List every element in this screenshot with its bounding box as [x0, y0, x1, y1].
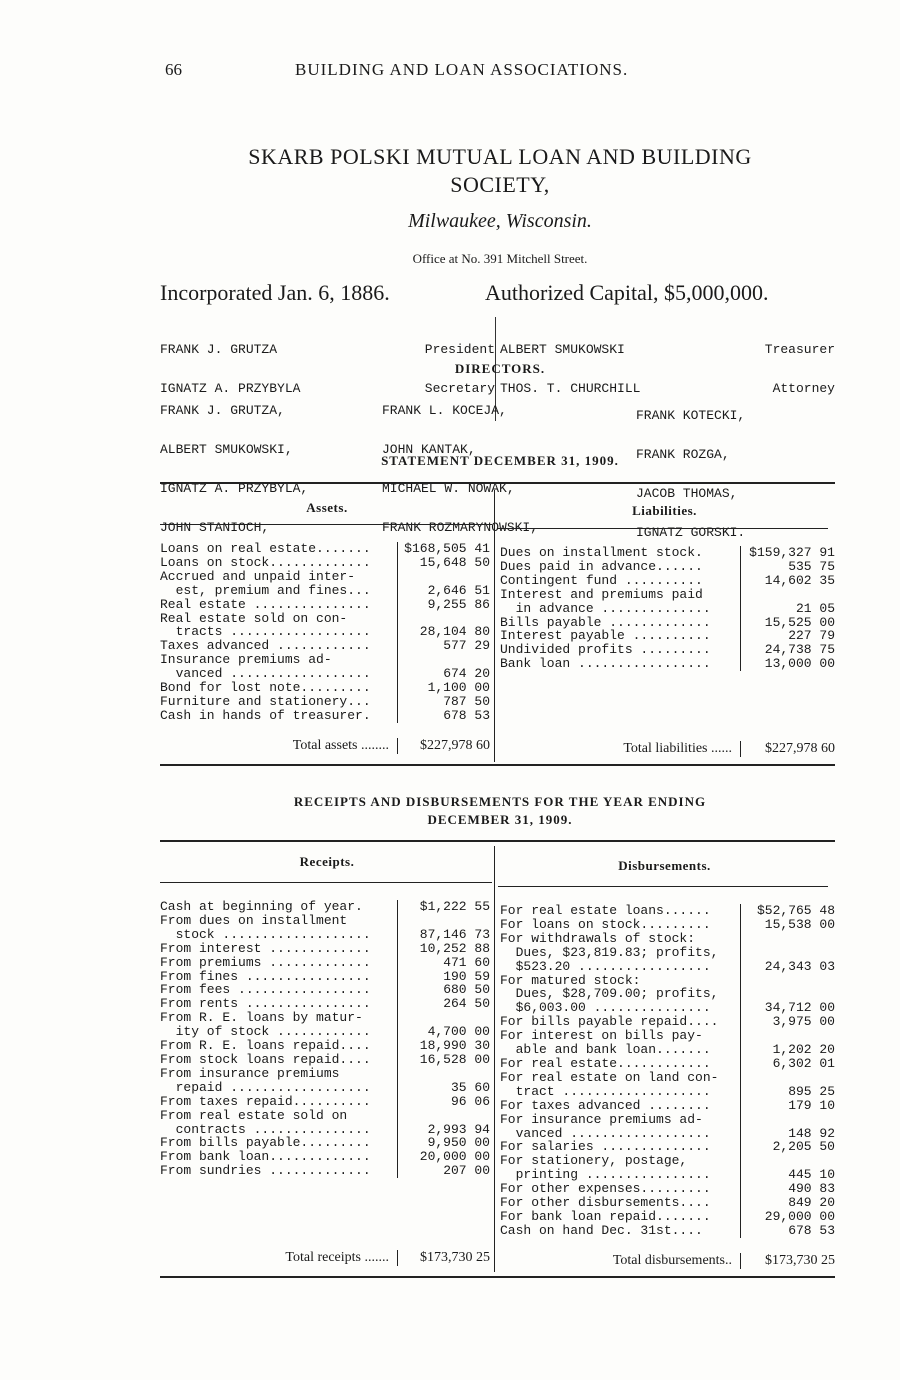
- assets-header-rule: [160, 524, 492, 525]
- table-row: [160, 667, 490, 681]
- row-amount: [397, 1109, 490, 1123]
- row-label: From stock loans repaid....: [160, 1052, 371, 1067]
- row-amount: 535 75: [740, 560, 835, 574]
- row-amount: 28,104 80: [397, 625, 490, 639]
- row-amount: 20,000 00: [397, 1150, 490, 1164]
- table-row: [500, 574, 835, 588]
- row-amount: [740, 1113, 835, 1127]
- receipts-column: [160, 900, 490, 1178]
- table-row: [500, 1113, 835, 1127]
- table-row: [500, 1071, 835, 1085]
- table-row: [500, 1043, 835, 1057]
- row-amount: 3,975 00: [740, 1015, 835, 1029]
- officer-title: Attorney: [772, 381, 835, 396]
- table-row: [160, 653, 490, 667]
- row-amount: 577 29: [397, 639, 490, 653]
- row-label: From real estate sold on: [160, 1108, 348, 1123]
- row-label: For real estate loans......: [500, 904, 711, 918]
- row-amount: 490 83: [740, 1182, 835, 1196]
- row-amount: $1,222 55: [397, 900, 490, 914]
- row-amount: 13,000 00: [740, 657, 835, 671]
- running-title: BUILDING AND LOAN ASSOCIATIONS.: [295, 60, 629, 79]
- table-row: [160, 709, 490, 723]
- row-amount: [740, 1071, 835, 1085]
- row-label: $523.20 .................: [500, 959, 711, 974]
- table-row: [500, 1099, 835, 1113]
- table-row: [160, 1025, 490, 1039]
- row-amount: 148 92: [740, 1127, 835, 1141]
- row-amount: 9,950 00: [397, 1136, 490, 1150]
- row-amount: 190 59: [397, 970, 490, 984]
- table-row: [160, 542, 490, 556]
- row-label: $6,003.00 ...............: [500, 1001, 711, 1016]
- table-row: [500, 1168, 835, 1182]
- table-row: [160, 1164, 490, 1178]
- table-bottom-rule: [160, 1276, 835, 1278]
- row-amount: 15,538 00: [740, 918, 835, 932]
- row-label: From rents ................: [160, 997, 371, 1012]
- row-label: Dues paid in advance......: [500, 559, 703, 574]
- liabilities-column: [500, 546, 835, 671]
- row-label: Loans on real estate.......: [160, 542, 371, 556]
- director-name: ALBERT SMUKOWSKI,: [160, 442, 293, 457]
- row-amount: 895 25: [740, 1085, 835, 1099]
- row-amount: 2,646 51: [397, 584, 490, 598]
- table-divider: [494, 490, 495, 762]
- row-label: vanced ..................: [160, 667, 371, 682]
- disbursements-total-label: Total disbursements..: [612, 1253, 732, 1268]
- row-amount: [740, 946, 835, 960]
- row-label: est, premium and fines...: [160, 583, 371, 598]
- row-amount: 674 20: [397, 667, 490, 681]
- officer-name: IGNATZ A. PRZYBYLA: [160, 381, 301, 396]
- row-amount: [740, 1154, 835, 1168]
- row-amount: 678 53: [397, 709, 490, 723]
- row-label: From R. E. loans by matur-: [160, 1011, 363, 1026]
- receipts-heading: [150, 793, 850, 829]
- table-row: [500, 987, 835, 1001]
- table-row: [160, 1053, 490, 1067]
- table-row: [500, 1154, 835, 1168]
- table-row: [500, 1140, 835, 1154]
- row-label: For bank loan repaid.......: [500, 1209, 711, 1224]
- table-row: [160, 570, 490, 584]
- row-amount: [397, 914, 490, 928]
- receipts-total-row: [160, 1250, 490, 1266]
- assets-header: Assets.: [306, 500, 348, 515]
- table-row: [500, 1210, 835, 1224]
- row-label: vanced ..................: [500, 1126, 711, 1141]
- row-label: From bank loan.............: [160, 1150, 371, 1165]
- receipts-header: Receipts.: [299, 854, 355, 869]
- row-label: For withdrawals of stock:: [500, 931, 696, 946]
- table-row: [500, 974, 835, 988]
- director-name: JOHN STANIOCH,: [160, 520, 270, 535]
- row-amount: 15,648 50: [397, 556, 490, 570]
- row-label: Cash in hands of treasurer.: [160, 708, 371, 723]
- row-amount: [397, 653, 490, 667]
- director-name: IGNATZ A. PRZYBYLA,: [160, 481, 309, 496]
- row-amount: 1,202 20: [740, 1043, 835, 1057]
- officer-name: ALBERT SMUKOWSKI: [500, 342, 625, 357]
- officer-title: President: [424, 342, 495, 357]
- row-label: Real estate ...............: [160, 597, 371, 612]
- row-amount: 227 79: [740, 629, 835, 643]
- row-amount: $52,765 48: [740, 904, 835, 918]
- table-row: [500, 1029, 835, 1043]
- row-amount: 96 06: [397, 1095, 490, 1109]
- table-row: [160, 639, 490, 653]
- row-amount: [740, 932, 835, 946]
- table-row: [500, 1196, 835, 1210]
- receipts-heading-line2: DECEMBER 31, 1909.: [427, 812, 573, 827]
- row-amount: [397, 570, 490, 584]
- director-name: FRANK J. GRUTZA,: [160, 403, 285, 418]
- receipts-total-amount: $173,730 25: [397, 1250, 490, 1266]
- row-label: For matured stock:: [500, 973, 641, 988]
- table-row: [500, 602, 835, 616]
- table-row: [160, 1136, 490, 1150]
- row-label: For insurance premiums ad-: [500, 1112, 703, 1127]
- row-amount: 445 10: [740, 1168, 835, 1182]
- table-row: [160, 1150, 490, 1164]
- row-label: Accrued and unpaid inter-: [160, 569, 356, 584]
- officer-row: [500, 343, 835, 356]
- disbursements-total-row: [500, 1253, 835, 1269]
- officer-title: Secretary: [424, 381, 495, 396]
- row-amount: 24,343 03: [740, 960, 835, 974]
- receipts-total-label: Total receipts .......: [285, 1250, 389, 1265]
- table-row: [500, 629, 835, 643]
- row-label: For bills payable repaid....: [500, 1015, 719, 1030]
- row-label: Bank loan .................: [500, 657, 711, 672]
- table-row: [160, 612, 490, 626]
- director-name: FRANK L. KOCEJA,: [382, 403, 507, 418]
- row-label: Furniture and stationery...: [160, 694, 371, 709]
- row-label: Dues, $28,709.00; profits,: [500, 987, 719, 1002]
- row-label: repaid ..................: [160, 1080, 371, 1095]
- row-amount: 471 60: [397, 956, 490, 970]
- row-label: Loans on stock.............: [160, 555, 371, 570]
- row-label: From fines ................: [160, 969, 371, 984]
- liabilities-total-label: Total liabilities ......: [623, 741, 732, 756]
- row-label: From fees .................: [160, 983, 371, 998]
- row-label: Cash on hand Dec. 31st....: [500, 1223, 703, 1238]
- row-amount: 6,302 01: [740, 1057, 835, 1071]
- row-amount: [397, 1067, 490, 1081]
- row-label: Taxes advanced ............: [160, 639, 371, 654]
- table-row: [160, 1067, 490, 1081]
- table-row: [160, 942, 490, 956]
- row-amount: 14,602 35: [740, 574, 835, 588]
- row-amount: 10,252 88: [397, 942, 490, 956]
- row-amount: 16,528 00: [397, 1053, 490, 1067]
- table-bottom-rule: [160, 764, 835, 766]
- disbursements-header: Disbursements.: [618, 858, 711, 873]
- liabilities-total-amount: $227,978 60: [740, 741, 835, 757]
- row-label: Insurance premiums ad-: [160, 653, 332, 668]
- row-label: For interest on bills pay-: [500, 1029, 703, 1044]
- table-row: [160, 928, 490, 942]
- row-amount: 680 50: [397, 983, 490, 997]
- row-label: For salaries ..............: [500, 1140, 711, 1155]
- row-label: For other expenses.........: [500, 1182, 711, 1197]
- table-row: [500, 1182, 835, 1196]
- director-name: JACOB THOMAS,: [636, 486, 738, 501]
- table-row: [160, 584, 490, 598]
- table-row: [160, 997, 490, 1011]
- row-amount: 35 60: [397, 1081, 490, 1095]
- table-row: [500, 1085, 835, 1099]
- row-label: Interest and premiums paid: [500, 587, 703, 602]
- page-number: 66: [165, 60, 182, 79]
- row-label: stock ...................: [160, 927, 371, 942]
- row-label: From R. E. loans repaid....: [160, 1039, 371, 1053]
- table-row: [160, 695, 490, 709]
- row-amount: [740, 1029, 835, 1043]
- row-label: For other disbursements....: [500, 1196, 711, 1210]
- assets-total-row: [160, 738, 490, 754]
- statement-heading: STATEMENT DECEMBER 31, 1909.: [381, 453, 619, 468]
- table-row: [500, 560, 835, 574]
- table-row: [500, 1015, 835, 1029]
- director-name: JOHN KANTAK,: [382, 442, 476, 457]
- row-amount: 9,255 86: [397, 598, 490, 612]
- table-row: [160, 1095, 490, 1109]
- assets-column: [160, 542, 490, 723]
- row-amount: 787 50: [397, 695, 490, 709]
- row-label: printing ................: [500, 1168, 711, 1183]
- society-city: Milwaukee, Wisconsin.: [408, 210, 592, 232]
- table-row: [500, 932, 835, 946]
- row-amount: [397, 1011, 490, 1025]
- row-amount: [740, 974, 835, 988]
- row-label: in advance ..............: [500, 601, 711, 616]
- row-label: ity of stock ............: [160, 1025, 371, 1040]
- row-amount: [740, 987, 835, 1001]
- disbursements-total-amount: $173,730 25: [740, 1253, 835, 1269]
- table-row: [500, 657, 835, 671]
- table-row: [160, 598, 490, 612]
- table-row: [160, 1109, 490, 1123]
- assets-total-amount: $227,978 60: [397, 738, 490, 754]
- row-amount: 4,700 00: [397, 1025, 490, 1039]
- row-amount: 87,146 73: [397, 928, 490, 942]
- row-label: For taxes advanced ........: [500, 1098, 711, 1113]
- table-row: [500, 1224, 835, 1238]
- director-name: MICHAEL W. NOWAK,: [382, 481, 515, 496]
- table-top-rule: [160, 482, 835, 484]
- receipts-heading-line1: RECEIPTS AND DISBURSEMENTS FOR THE YEAR ENDING: [293, 794, 707, 809]
- row-amount: 24,738 75: [740, 643, 835, 657]
- table-row: [160, 970, 490, 984]
- liabilities-total-row: [500, 741, 835, 757]
- row-amount: 18,990 30: [397, 1039, 490, 1053]
- authorized-capital: Authorized Capital, $5,000,000.: [485, 280, 769, 305]
- table-row: [500, 946, 835, 960]
- table-top-rule: [160, 840, 835, 842]
- table-row: [160, 681, 490, 695]
- row-label: For loans on stock.........: [500, 917, 711, 932]
- table-row: [160, 556, 490, 570]
- row-label: From dues on installment: [160, 913, 348, 928]
- society-name-line1: SKARB POLSKI MUTUAL LOAN AND BUILDING: [248, 144, 752, 169]
- row-label: For real estate on land con-: [500, 1070, 719, 1085]
- row-amount: 29,000 00: [740, 1210, 835, 1224]
- table-row: [500, 960, 835, 974]
- row-label: Dues on installment stock.: [500, 546, 703, 560]
- receipts-table: [160, 840, 835, 1280]
- row-label: Contingent fund ..........: [500, 573, 703, 588]
- officer-name: THOS. T. CHURCHILL: [500, 381, 641, 396]
- row-label: From sundries .............: [160, 1164, 371, 1179]
- row-label: Real estate sold on con-: [160, 611, 348, 626]
- directors-heading: DIRECTORS.: [454, 361, 546, 376]
- row-amount: 2,205 50: [740, 1140, 835, 1154]
- row-amount: $168,505 41: [397, 542, 490, 556]
- row-label: Bond for lost note.........: [160, 681, 371, 695]
- table-row: [160, 900, 490, 914]
- row-amount: [397, 612, 490, 626]
- table-row: [500, 1057, 835, 1071]
- row-amount: 264 50: [397, 997, 490, 1011]
- table-row: [160, 1039, 490, 1053]
- row-label: From taxes repaid..........: [160, 1094, 371, 1109]
- row-label: From premiums .............: [160, 955, 371, 970]
- row-label: Cash at beginning of year.: [160, 900, 363, 914]
- table-row: [160, 1123, 490, 1137]
- society-office: Office at No. 391 Mitchell Street.: [412, 251, 588, 266]
- row-label: able and bank loan.......: [500, 1043, 711, 1057]
- row-label: Interest payable ..........: [500, 629, 711, 644]
- row-label: contracts ...............: [160, 1122, 371, 1137]
- row-amount: 15,525 00: [740, 616, 835, 630]
- officer-title: Treasurer: [764, 342, 835, 357]
- table-row: [160, 914, 490, 928]
- row-amount: 1,100 00: [397, 681, 490, 695]
- disbursements-header-rule: [498, 886, 828, 887]
- incorporated-date: Incorporated Jan. 6, 1886.: [160, 280, 390, 305]
- row-label: tracts ..................: [160, 625, 371, 640]
- disbursements-column: [500, 904, 835, 1238]
- table-row: [160, 1011, 490, 1025]
- row-label: For stationery, postage,: [500, 1154, 688, 1169]
- row-amount: 179 10: [740, 1099, 835, 1113]
- row-amount: 34,712 00: [740, 1001, 835, 1015]
- director-name: FRANK KOTECKI,: [636, 408, 746, 423]
- table-row: [500, 643, 835, 657]
- row-label: Dues, $23,819.83; profits,: [500, 945, 719, 960]
- receipts-header-rule: [160, 882, 492, 883]
- liabilities-header: Liabilities.: [632, 503, 697, 518]
- officer-name: FRANK J. GRUTZA: [160, 342, 278, 357]
- table-row: [500, 546, 835, 560]
- row-amount: 21 05: [740, 602, 835, 616]
- assets-total-label: Total assets ........: [292, 738, 389, 753]
- director-name: FRANK ROZMARYNOWSKI,: [382, 520, 539, 535]
- table-row: [160, 956, 490, 970]
- table-row: [160, 1081, 490, 1095]
- row-amount: 2,993 94: [397, 1123, 490, 1137]
- table-row: [500, 616, 835, 630]
- table-row: [500, 588, 835, 602]
- table-row: [500, 1001, 835, 1015]
- row-label: From interest .............: [160, 941, 371, 956]
- row-amount: 849 20: [740, 1196, 835, 1210]
- table-row: [160, 983, 490, 997]
- liabilities-header-rule: [498, 528, 828, 529]
- director-name: FRANK ROZGA,: [636, 447, 730, 462]
- society-name-line2: SOCIETY,: [450, 172, 550, 197]
- table-divider: [494, 846, 495, 1272]
- row-label: Bills payable .............: [500, 615, 711, 630]
- table-row: [160, 625, 490, 639]
- row-label: tract ...................: [500, 1084, 711, 1099]
- row-label: From insurance premiums: [160, 1066, 340, 1081]
- statement-table: [160, 482, 835, 768]
- row-amount: 678 53: [740, 1224, 835, 1238]
- row-amount: [740, 588, 835, 602]
- table-row: [500, 904, 835, 918]
- officer-row: [160, 343, 495, 356]
- row-label: From bills payable.........: [160, 1136, 371, 1151]
- society-title: [150, 143, 850, 199]
- table-row: [500, 1127, 835, 1141]
- table-row: [500, 918, 835, 932]
- row-amount: 207 00: [397, 1164, 490, 1178]
- row-amount: $159,327 91: [740, 546, 835, 560]
- row-label: For real estate............: [500, 1056, 711, 1071]
- row-label: Undivided profits .........: [500, 643, 711, 658]
- director-name: IGNATZ GORSKI.: [636, 525, 746, 540]
